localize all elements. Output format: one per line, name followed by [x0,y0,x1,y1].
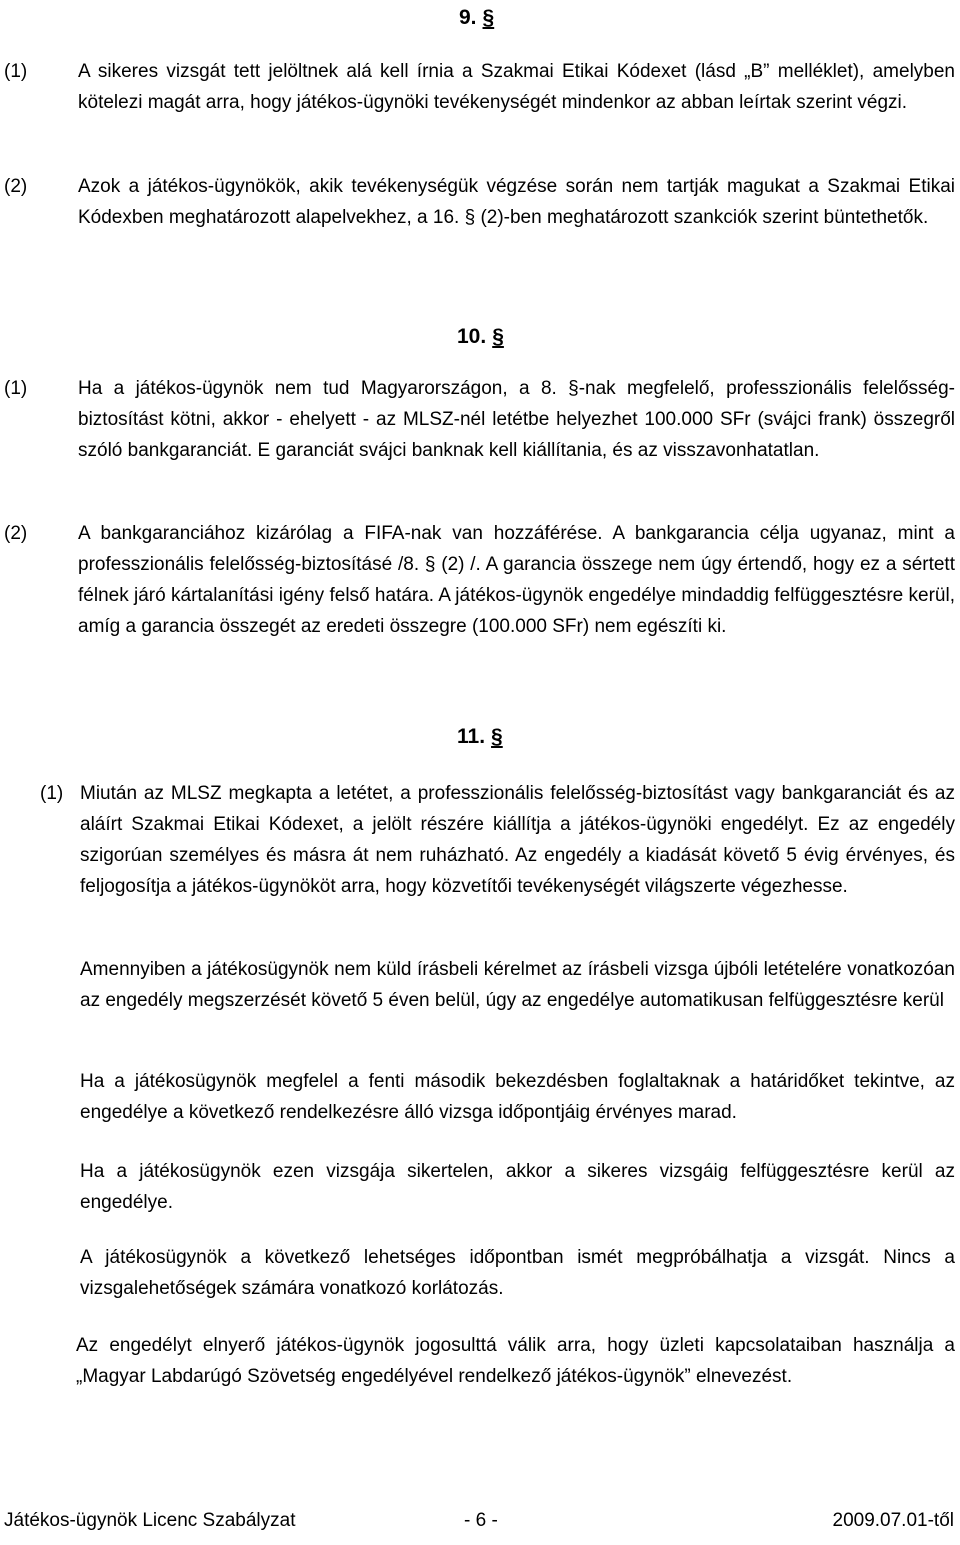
section-10-heading [457,325,504,349]
footer-date: 2009.07.01-től [832,1510,954,1531]
section-11-paragraph-1: Miután az MLSZ megkapta a letétet, a professzionális felelősség-biztosítást vagy bankgaranciát és az aláírt Szakmai Etikai Kódexet, a jelölt részére kiállítja a játékos-ügynöki engedélyt. Ez az engedély szigorúan személyes és másra át nem ruházható. Az engedély a kiadását követő 5 évig érvényes, és feljogosítja a játékos-ügynököt arra, hogy közvetítői tevékenységét világszerte végezhesse. [80,783,955,897]
section-symbol: § [492,325,504,348]
section-9-heading [459,6,494,30]
section-11-paragraph-b: Ha a játékosügynök megfelel a fenti második bekezdésben foglaltaknak a határidőket tekintve, az engedélye a következő rendelkezésre álló vizsga időpontjáig érvényes marad. [80,1071,955,1123]
paragraph-number: (2) [4,176,28,197]
section-11-paragraph-d: A játékosügynök a következő lehetséges időpontban ismét megpróbálhatja a vizsgát. Nincs a vizsgalehetőségek számára vonatkozó korlátozás. [80,1247,955,1299]
section-symbol: § [482,6,495,29]
footer-title: Játékos-ügynök Licenc Szabályzat [4,1510,296,1531]
footer-page-number: - 6 - [464,1510,498,1531]
section-10-paragraph-1: Ha a játékos-ügynök nem tud Magyarországon, a 8. §-nak megfelelő, professzionális felelősség-biztosítást kötni, akkor - ehelyett - az MLSZ-nél letétbe helyezhet 100.000 SFr (svájci frank) összegről szóló bankgaranciát. E garanciát svájci banknak kell kiállítania, és az visszavonhatatlan. [78,378,955,461]
section-number: 11. [457,725,486,748]
section-11-paragraph-a: Amennyiben a játékosügynök nem küld írásbeli kérelmet az írásbeli vizsga újbóli letételére vonatkozóan az engedély megszerzését követő 5 éven belül, úgy az engedélye automatikusan felfüggesztésre kerül [80,959,955,1011]
section-11-heading [457,725,503,749]
section-number: 10. [457,325,487,348]
paragraph-number: (1) [4,61,28,82]
paragraph-number: (2) [4,523,28,544]
section-9-paragraph-1: A sikeres vizsgát tett jelöltnek alá kell írnia a Szakmai Etikai Kódexet (lásd „B” melléklet), amelyben kötelezi magát arra, hogy játékos-ügynöki tevékenységét mindenkor az abban leírtak szerint végzi. [78,61,955,113]
paragraph-number: (1) [4,378,28,399]
section-10-paragraph-2: A bankgaranciához kizárólag a FIFA-nak van hozzáférése. A bankgarancia célja ugyanaz, mint a professzionális felelősség-biztosításé /8. § (2) /. A garancia összege nem úgy értendő, hogy ez a sértett félnek járó kártalanítási igény felső határa. A játékos-ügynök engedélye mindaddig felfüggesztésre kerül, amíg a garancia összegét az eredeti összegre (100.000 SFr) nem egészíti ki. [78,523,955,637]
section-number: 9. [459,6,477,29]
section-11-paragraph-c: Ha a játékosügynök ezen vizsgája sikertelen, akkor a sikeres vizsgáig felfüggesztésre kerül az engedélye. [80,1161,955,1213]
section-symbol: § [491,725,503,748]
section-9-paragraph-2: Azok a játékos-ügynökök, akik tevékenységük végzése során nem tartják magukat a Szakmai Etikai Kódexben meghatározott alapelvekhez, a 16. § (2)-ben meghatározott szankciók szerint büntethetők. [78,176,955,228]
paragraph-number: (1) [40,783,64,804]
section-11-paragraph-e: Az engedélyt elnyerő játékos-ügynök jogosulttá válik arra, hogy üzleti kapcsolataiban használja a „Magyar Labdarúgó Szövetség engedélyével rendelkező játékos-ügynök” elnevezést. [76,1335,955,1387]
